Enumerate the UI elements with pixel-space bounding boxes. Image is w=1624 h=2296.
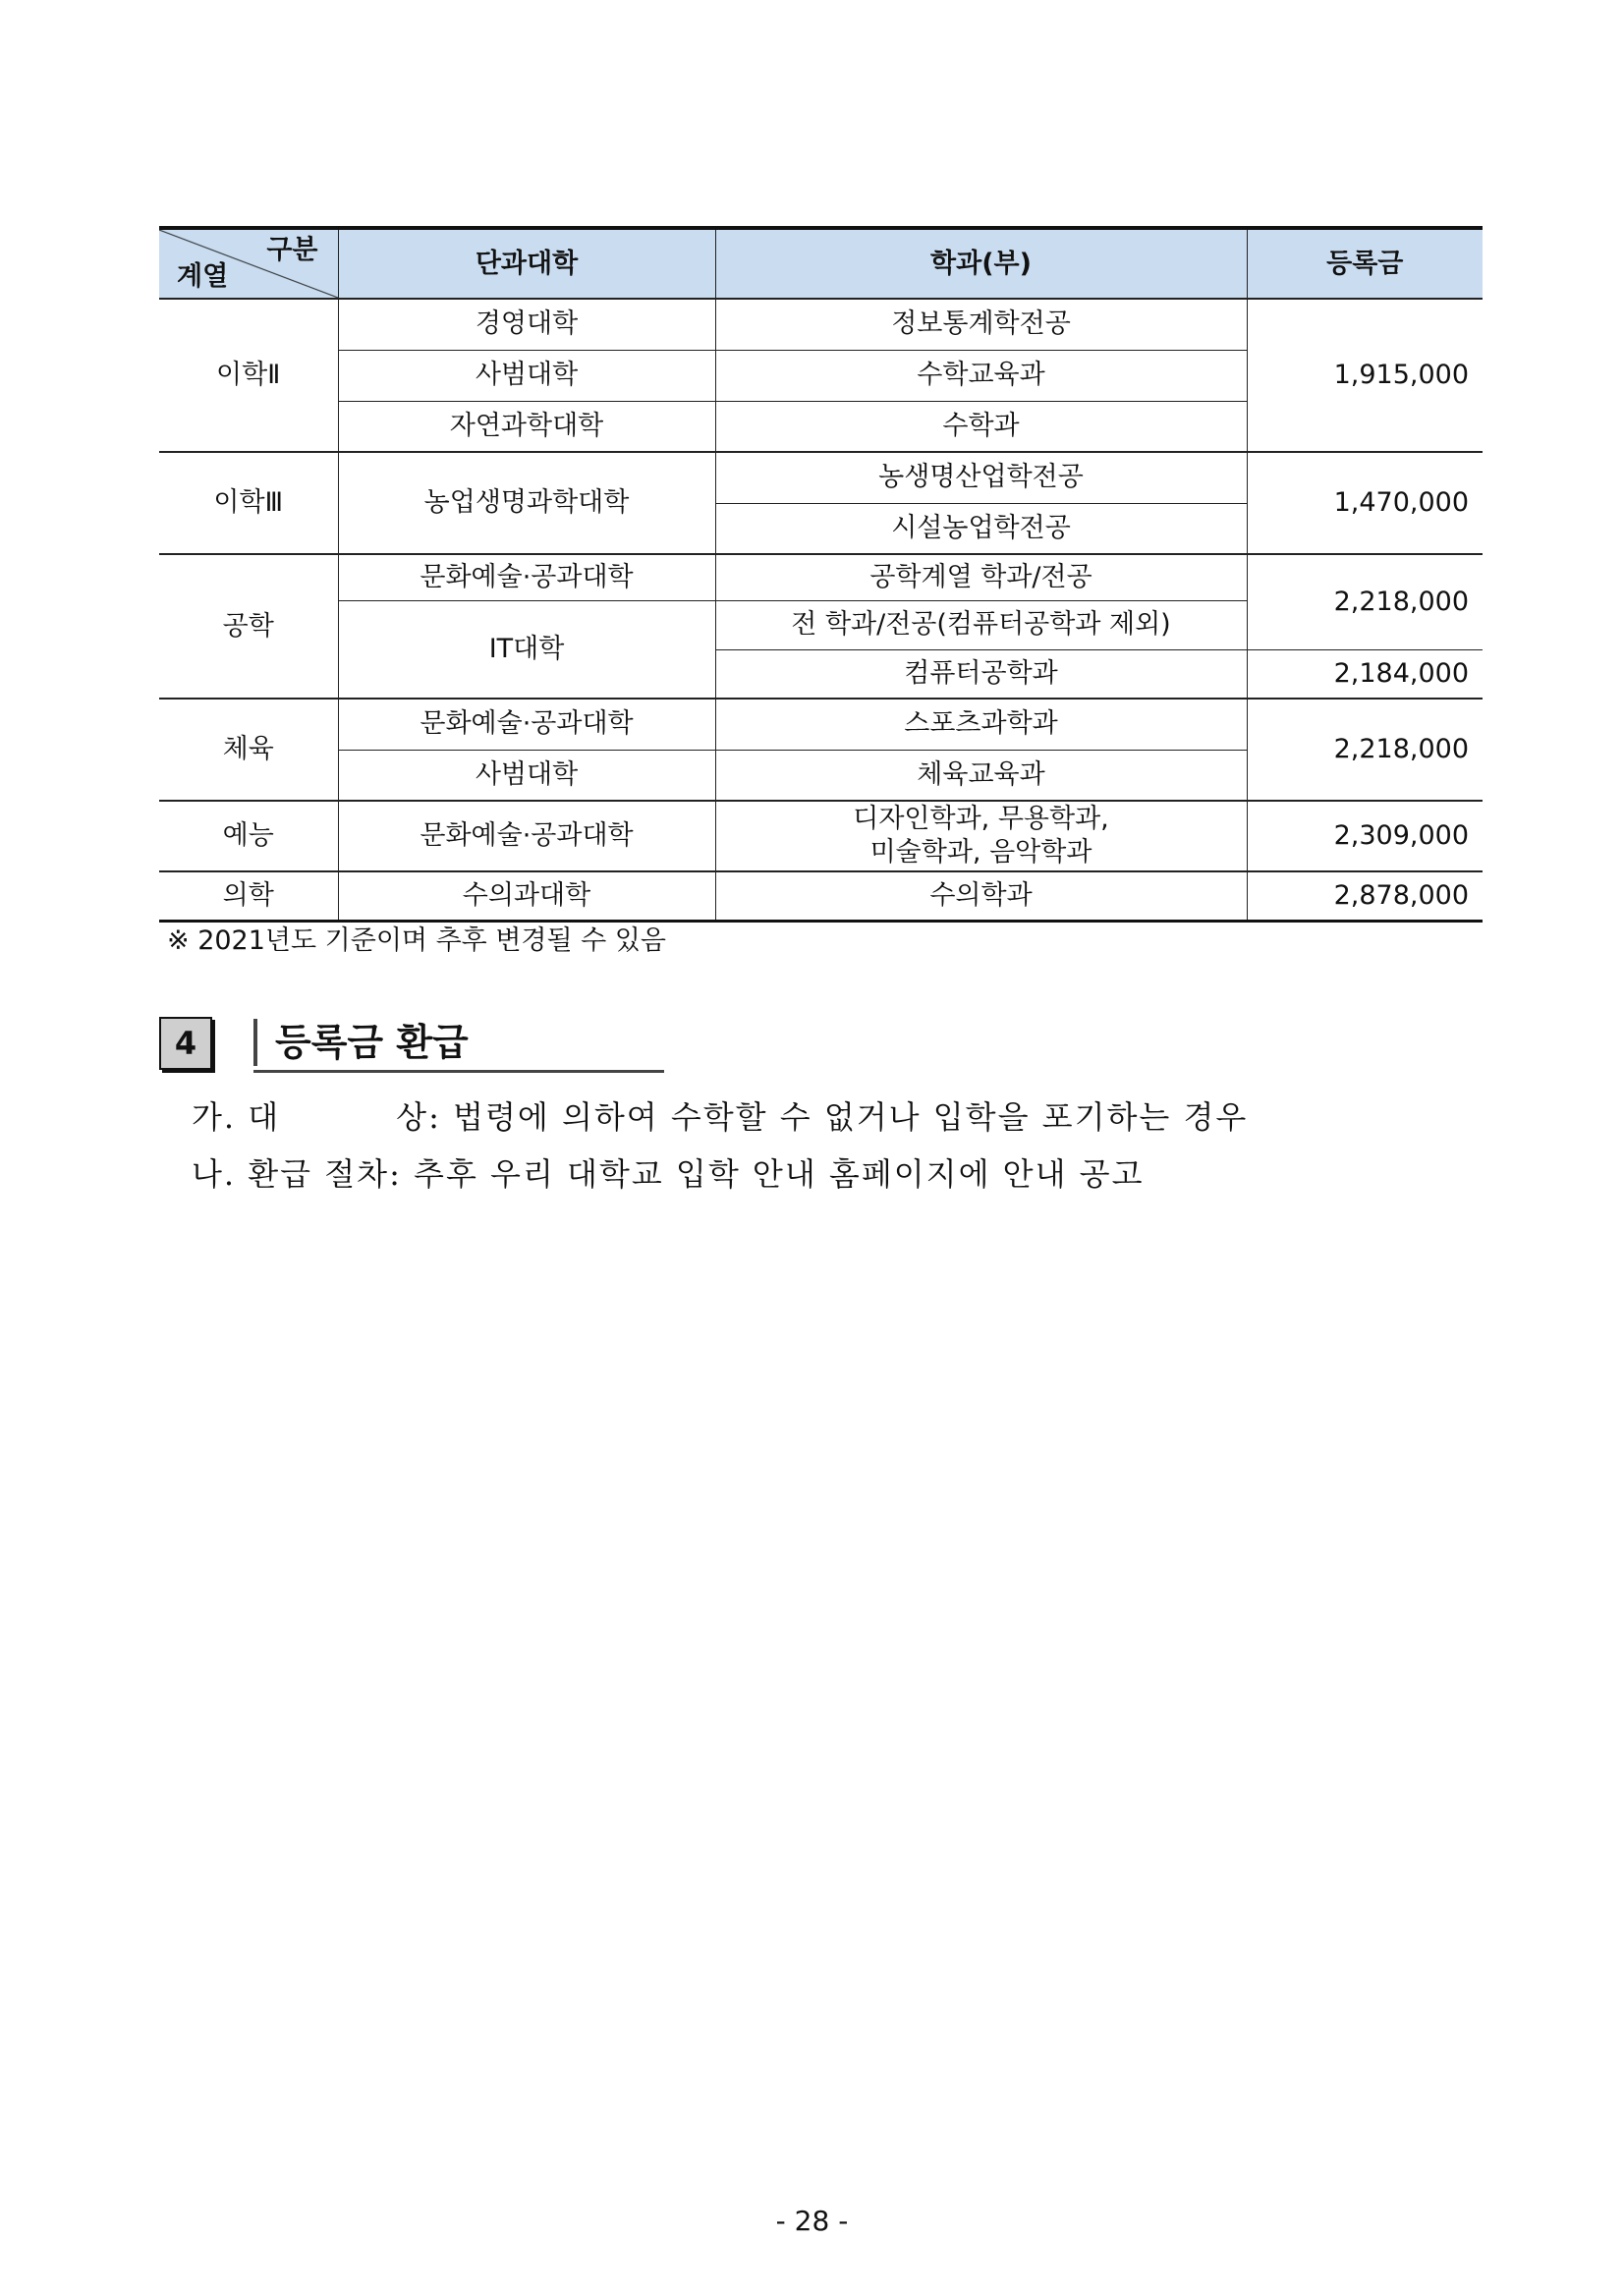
department-line: 디자인학과, 무용학과,	[853, 804, 1109, 835]
group-engineering	[159, 554, 1483, 699]
group-physical-education	[159, 699, 1483, 801]
department-cell: 컴퓨터공학과	[715, 649, 1247, 699]
department-cell: 전 학과/전공(컴퓨터공학과 제외)	[715, 600, 1247, 649]
table-row	[159, 554, 1483, 600]
fee-cell: 2,878,000	[1247, 871, 1483, 921]
department-cell: 수의학과	[715, 871, 1247, 921]
fee-cell: 2,218,000	[1247, 554, 1483, 649]
group-name-cell: 의학	[159, 871, 338, 921]
college-cell: 경영대학	[338, 299, 715, 350]
table-footnote: ※ 2021년도 기준이며 추후 변경될 수 있음	[167, 925, 666, 956]
header-college: 단과대학	[338, 228, 715, 299]
department-cell: 스포츠과학과	[715, 699, 1247, 750]
group-arts	[159, 801, 1483, 871]
college-cell: 문화예술·공과대학	[338, 699, 715, 750]
fee-cell: 2,309,000	[1247, 801, 1483, 871]
header-field-label: 계열	[177, 261, 229, 293]
tuition-fee-table	[159, 226, 1483, 923]
college-cell: 수의과대학	[338, 871, 715, 921]
item-label-suffix: 상:	[396, 1098, 441, 1136]
section-underline	[253, 1070, 664, 1073]
department-cell: 정보통계학전공	[715, 299, 1247, 350]
department-cell: 수학과	[715, 401, 1247, 452]
group-science-3	[159, 452, 1483, 554]
college-cell: 사범대학	[338, 750, 715, 801]
department-cell: 공학계열 학과/전공	[715, 554, 1247, 600]
group-name-cell: 이학Ⅱ	[159, 299, 338, 452]
fee-cell: 2,218,000	[1247, 699, 1483, 801]
section-title: 등록금 환급	[275, 1021, 469, 1064]
header-category-label: 구분	[266, 235, 318, 265]
group-name-cell: 이학Ⅲ	[159, 452, 338, 554]
department-cell: 농생명산업학전공	[715, 452, 1247, 503]
group-name-cell: 체육	[159, 699, 338, 801]
item-label: 가. 대	[192, 1098, 281, 1136]
table-row	[159, 452, 1483, 503]
table-row	[159, 871, 1483, 921]
college-cell: 사범대학	[338, 350, 715, 401]
table-row	[159, 801, 1483, 871]
table-header-row	[159, 228, 1483, 299]
header-corner-cell	[159, 228, 338, 299]
group-medicine	[159, 871, 1483, 921]
department-cell	[715, 801, 1247, 871]
department-cell: 체육교육과	[715, 750, 1247, 801]
refund-procedure-item	[192, 1149, 1144, 1195]
item-text: 법령에 의하여 수학할 수 없거나 입학을 포기하는 경우	[453, 1098, 1249, 1136]
section-divider	[253, 1019, 257, 1066]
college-cell: 문화예술·공과대학	[338, 554, 715, 600]
table-row	[159, 699, 1483, 750]
fee-cell: 2,184,000	[1247, 649, 1483, 699]
page-number: - 28 -	[775, 2205, 849, 2237]
section-number-box: 4	[159, 1017, 212, 1070]
header-fee: 등록금	[1247, 228, 1483, 299]
fee-cell: 1,470,000	[1247, 452, 1483, 554]
college-cell: 농업생명과학대학	[338, 452, 715, 554]
department-cell: 시설농업학전공	[715, 503, 1247, 554]
group-name-cell: 예능	[159, 801, 338, 871]
header-department: 학과(부)	[715, 228, 1247, 299]
refund-target-item	[192, 1092, 1248, 1138]
table-row	[159, 299, 1483, 350]
group-science-2	[159, 299, 1483, 452]
item-label: 나. 환급 절차:	[192, 1155, 402, 1193]
college-cell: 자연과학대학	[338, 401, 715, 452]
item-text: 추후 우리 대학교 입학 안내 홈페이지에 안내 공고	[414, 1155, 1145, 1193]
college-cell: 문화예술·공과대학	[338, 801, 715, 871]
group-name-cell: 공학	[159, 554, 338, 699]
department-cell: 수학교육과	[715, 350, 1247, 401]
department-line: 미술학과, 음악학과	[869, 837, 1092, 868]
college-cell: IT대학	[338, 600, 715, 699]
fee-cell: 1,915,000	[1247, 299, 1483, 452]
